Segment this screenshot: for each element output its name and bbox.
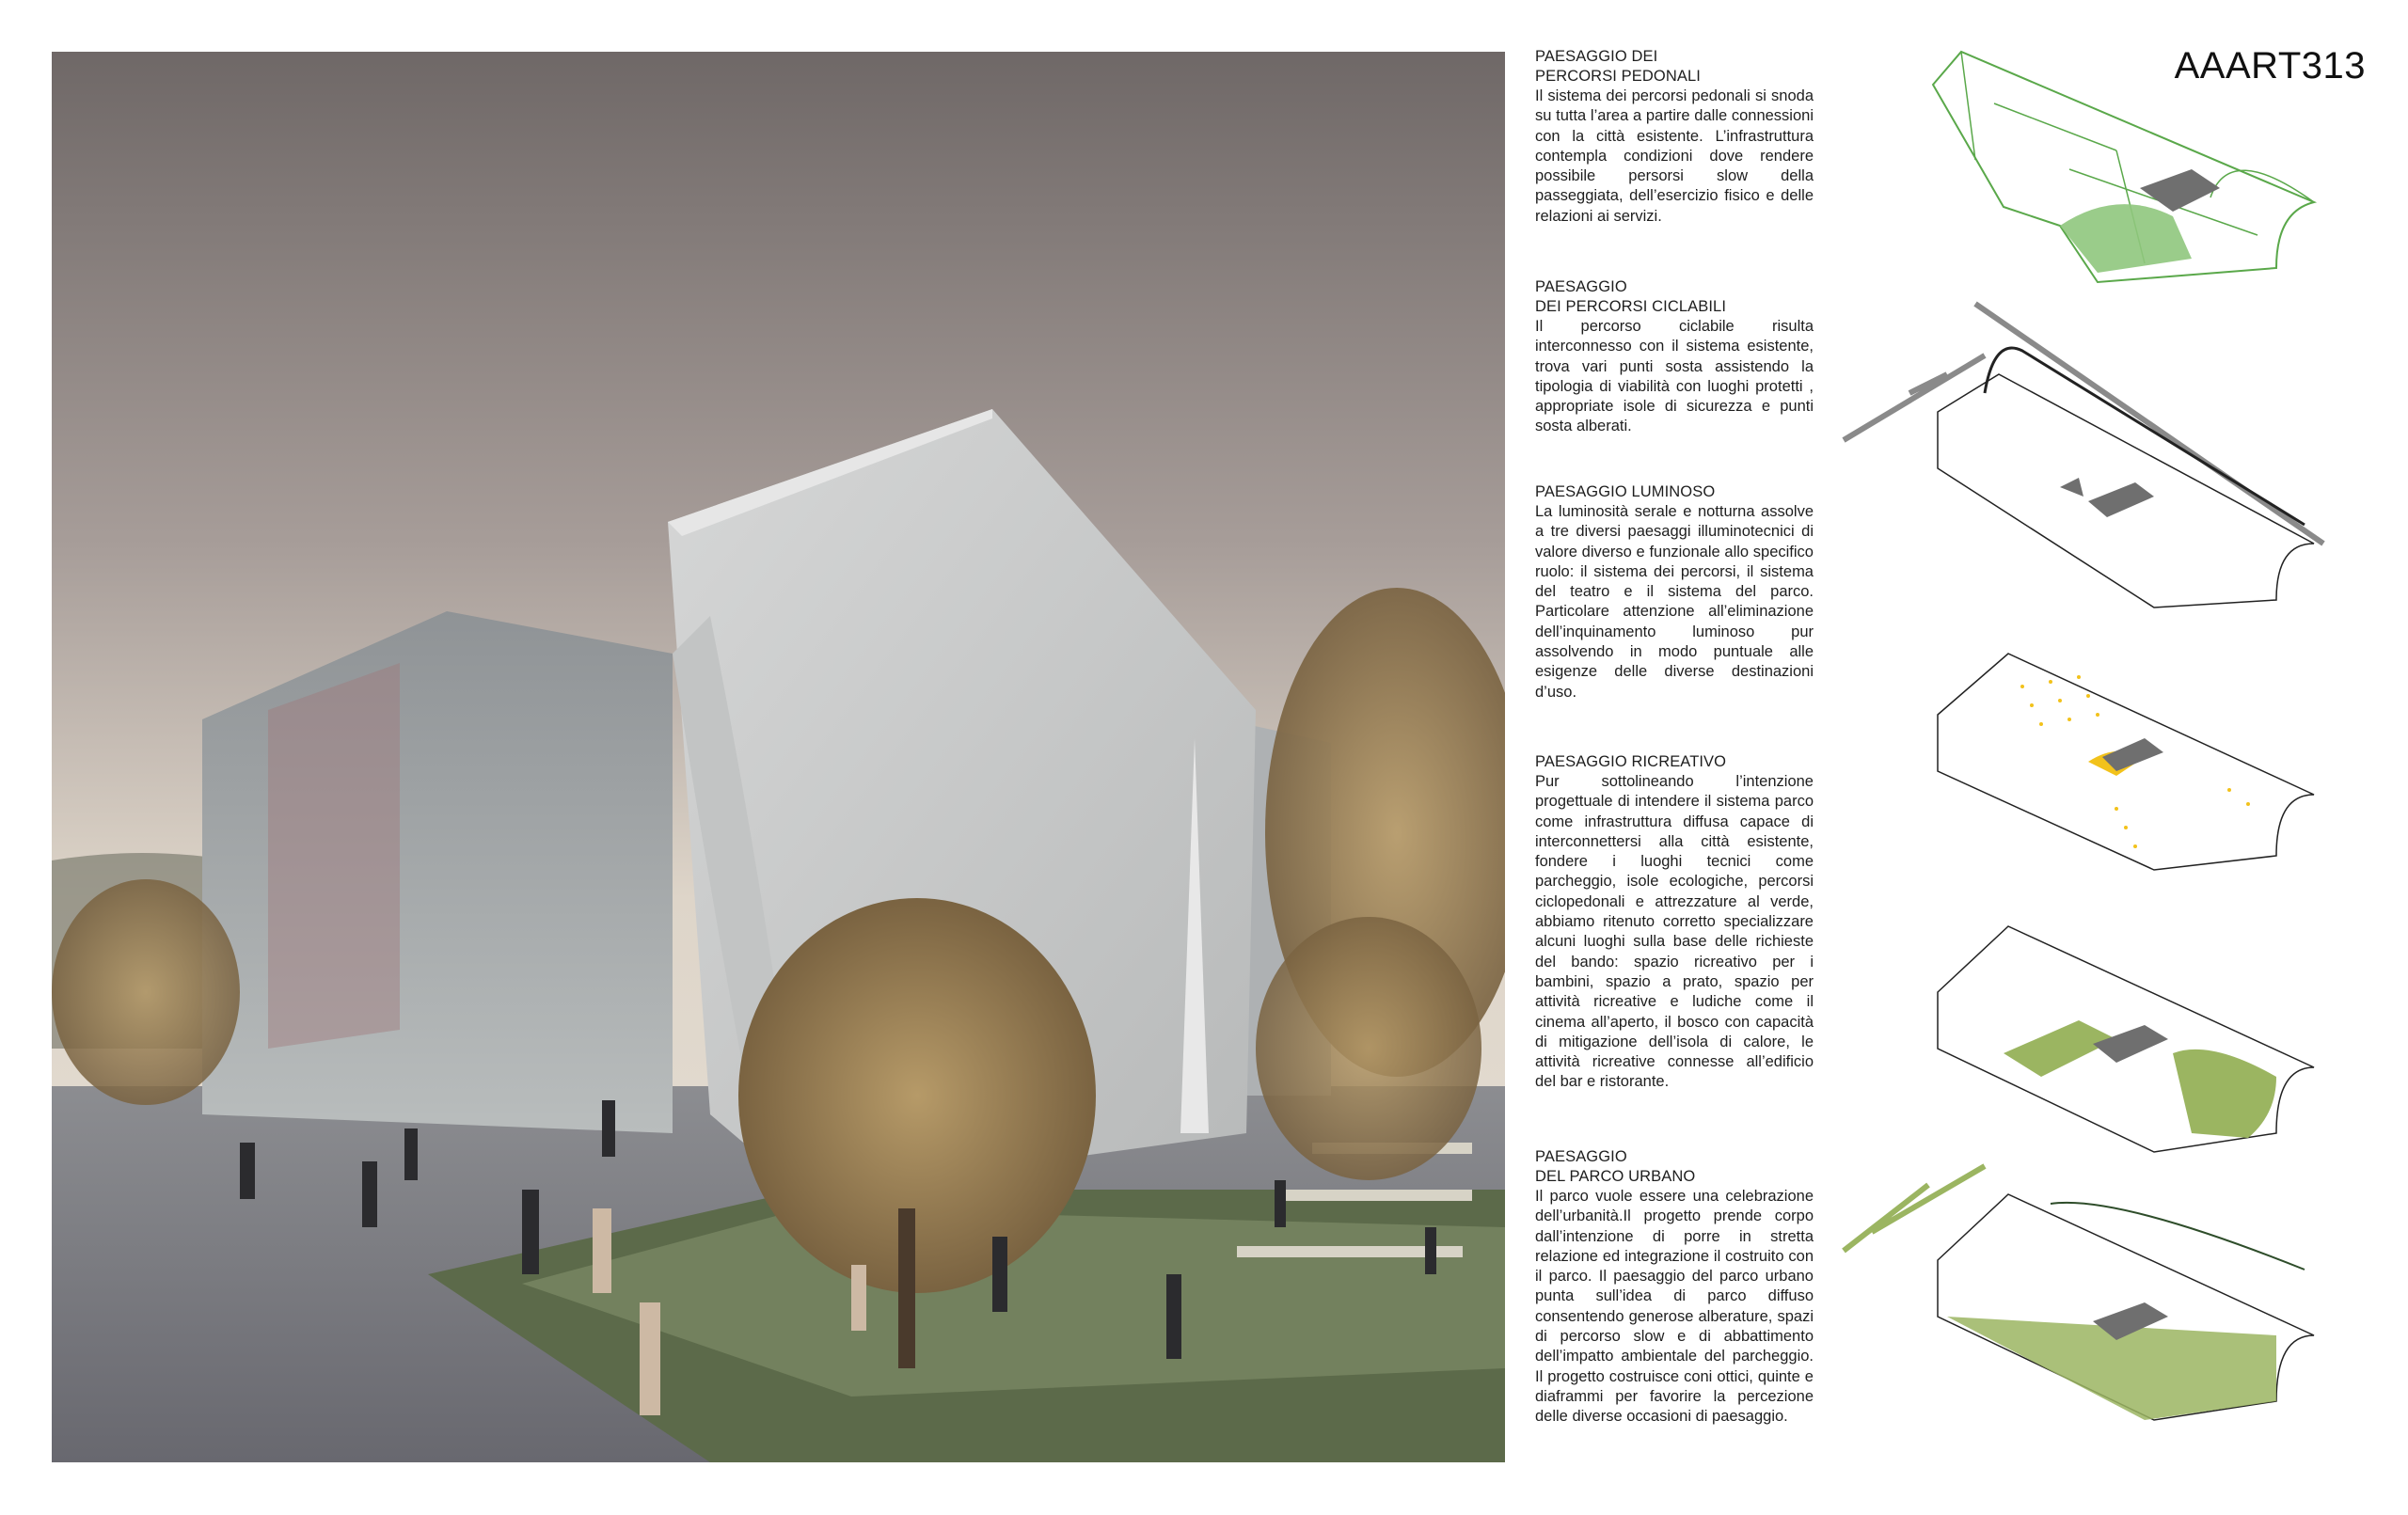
- section-cycling: [1535, 277, 1814, 437]
- section-pedestrian: [1535, 47, 1814, 227]
- recreational-diagram: [1834, 879, 2370, 1161]
- section-urban-park: [1535, 1147, 1814, 1428]
- pedestrian-diagram: [1834, 47, 2370, 292]
- section-title: PAESAGGIO DEI PERCORSI PEDONALI: [1535, 48, 1701, 85]
- section-lighting: [1535, 482, 1814, 702]
- rendering-image: [52, 52, 1505, 1462]
- section-title: PAESAGGIO RICREATIVO: [1535, 753, 1727, 770]
- urban-park-diagram: [1834, 1147, 2370, 1429]
- axonometric-diagrams: [1834, 47, 2370, 1382]
- section-recreational: [1535, 752, 1814, 1093]
- cycling-diagram: [1834, 299, 2370, 609]
- section-body: Il percorso ciclabile risulta interconnesso con il sistema esistente, trova vari punti sosta assistendo la tipologia di viabilità con luoghi protetti , appropriate isole di sicurezza e punti sosta alberati.: [1535, 318, 1814, 435]
- section-title: PAESAGGIO DEL PARCO URBANO: [1535, 1148, 1696, 1185]
- section-title: PAESAGGIO DEI PERCORSI CICLABILI: [1535, 278, 1727, 315]
- architectural-rendering: [52, 52, 1505, 1462]
- section-body: Il sistema dei percorsi pedonali si snoda su tutta l’area a partire dalle connessioni con la città esistente. L’infrastruttura contempla condizioni dove rendere possibile persorsi slow della passeggiata, dell’esercizio fisico e delle relazioni ai servizi.: [1535, 87, 1814, 225]
- section-body: Pur sottolineando l’intenzione progettuale di intendere il sistema parco come infrastruttura diffusa capace di interconnettersi alla città esistente, fondere i luoghi tecnici come parcheggio, isole ecologiche, percorsi ciclopedonali e attrezzature al verde, abbiamo ritenuto corretto specializzare alcuni luoghi sulla base delle richieste del bando: spazio ricreativo per i bambini, spazio a prato, spazio per attività ricreative e ludiche come il cinema all’aperto, il bosco con capacità di mitigazione dell’isola di calore, le attività ricreative connesse all’edificio del bar e ristorante.: [1535, 773, 1814, 1091]
- section-body: Il parco vuole essere una celebrazione dell’urbanità.Il progetto prende corpo dall’intenzione di porre in stretta relazione ed integrazione il costruito con il parco. Il paesaggio del parco urbano punta sull’idea di parco diffuso consentendo generose alberature, spazi di percorso slow e di abbattimento dell’impatto ambientale del parcheggio. Il progetto costruisce coni ottici, quinte e diaframmi per favorire la percezione delle diverse occasioni di paesaggio.: [1535, 1188, 1814, 1426]
- section-title: PAESAGGIO LUMINOSO: [1535, 483, 1716, 500]
- project-code: AAART313: [2174, 45, 2366, 87]
- section-body: La luminosità serale e notturna assolve a tre diversi paesaggi illuminotecnici di valore diverso e funzionale allo specifico ruolo: il sistema dei percorsi, il sistema del teatro e il sistema del parco. Particolare attenzione all’eliminazione dell’inquinamento luminoso pur assolvendo in modo puntuale alle esigenze delle diverse destinazioni d’uso.: [1535, 503, 1814, 701]
- lighting-diagram: [1834, 602, 2370, 875]
